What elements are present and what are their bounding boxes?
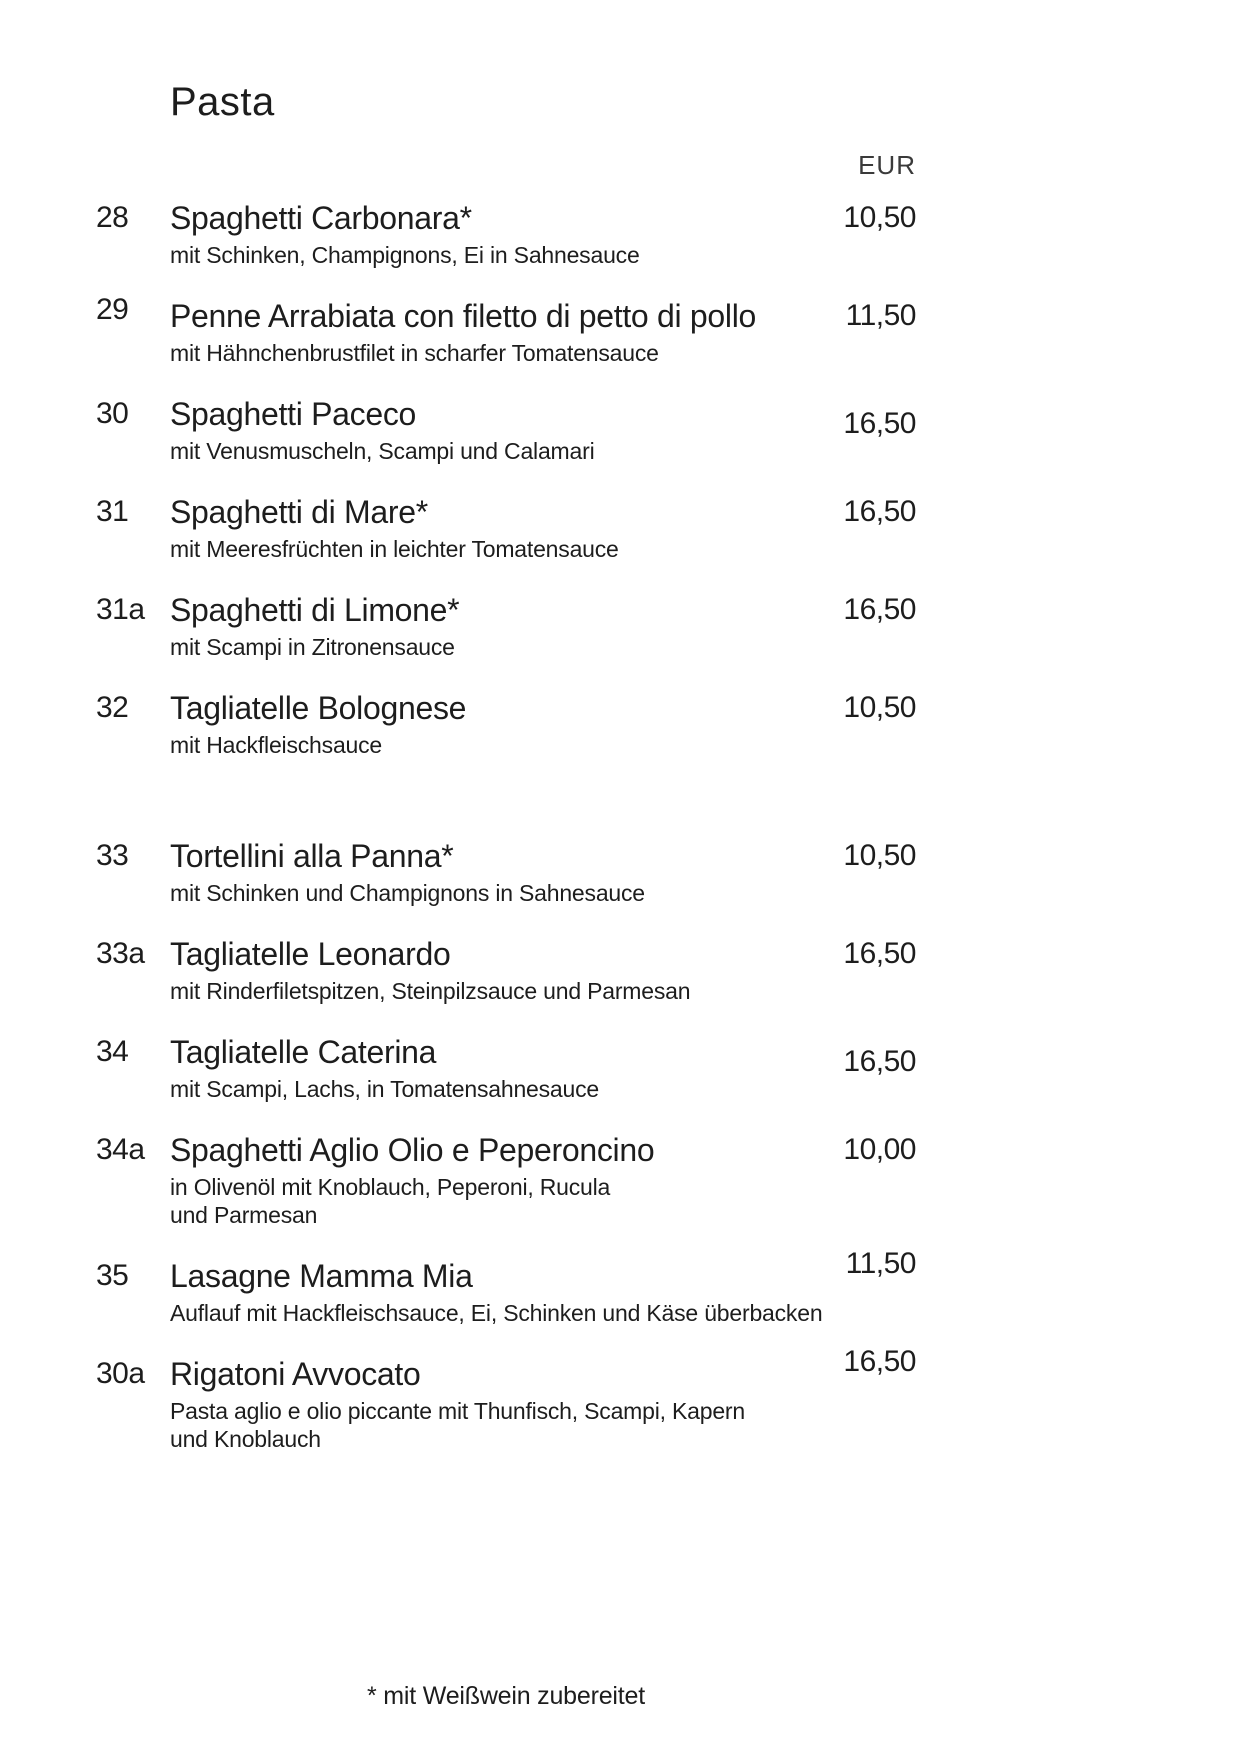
item-main xyxy=(170,394,796,464)
item-number: 32 xyxy=(96,691,129,724)
item-main xyxy=(170,1256,823,1326)
item-description: mit Scampi, Lachs, in Tomatensahnesauce xyxy=(170,1076,600,1102)
item-price: 16,50 xyxy=(843,1345,916,1378)
menu-item-30 xyxy=(96,394,916,464)
item-description: mit Hähnchenbrustfilet in scharfer Tomatensauce xyxy=(170,340,659,366)
menu-item-31 xyxy=(96,492,916,562)
item-price: 16,50 xyxy=(843,1045,916,1078)
page-title: Pasta xyxy=(170,80,275,124)
item-description: mit Schinken und Champignons in Sahnesauce xyxy=(170,880,645,906)
item-name: Spaghetti Aglio Olio e Peperoncino xyxy=(170,1132,655,1168)
item-description: mit Schinken, Champignons, Ei in Sahnesauce xyxy=(170,242,640,268)
item-description: Pasta aglio e olio piccante mit Thunfisch, Scampi, Kapern xyxy=(170,1398,745,1424)
item-name: Penne Arrabiata con filetto di petto di pollo xyxy=(170,298,757,334)
item-number: 34a xyxy=(96,1133,145,1166)
item-name: Rigatoni Avvocato xyxy=(170,1356,421,1392)
item-description: mit Rinderfiletspitzen, Steinpilzsauce und Parmesan xyxy=(170,978,691,1004)
menu-item-32 xyxy=(96,688,916,758)
menu-content xyxy=(96,0,916,1480)
item-name: Tagliatelle Leonardo xyxy=(170,936,451,972)
item-main xyxy=(170,198,796,268)
item-number: 35 xyxy=(96,1259,129,1292)
menu-item-35 xyxy=(96,1247,916,1326)
item-name: Tagliatelle Caterina xyxy=(170,1034,437,1070)
item-main xyxy=(170,934,796,1004)
item-price: 16,50 xyxy=(843,407,916,440)
item-description: Auflauf mit Hackfleischsauce, Ei, Schinken und Käse überbacken xyxy=(170,1300,823,1326)
item-main xyxy=(170,492,796,562)
item-name: Lasagne Mamma Mia xyxy=(170,1258,473,1294)
item-name: Spaghetti Carbonara* xyxy=(170,200,472,236)
menu-item-30a xyxy=(96,1345,916,1452)
item-description: mit Meeresfrüchten in leichter Tomatensauce xyxy=(170,536,619,562)
item-name: Spaghetti Paceco xyxy=(170,396,417,432)
item-description: mit Hackfleischsauce xyxy=(170,732,383,758)
item-main xyxy=(170,688,796,758)
menu-item-34 xyxy=(96,1032,916,1102)
white-wine-footnote: * mit Weißwein zubereitet xyxy=(367,1682,645,1710)
item-price: 10,50 xyxy=(843,201,916,234)
menu-item-29 xyxy=(96,293,916,366)
item-number: 31a xyxy=(96,593,145,626)
menu-item-31a xyxy=(96,590,916,660)
item-main xyxy=(170,1354,796,1452)
item-number: 28 xyxy=(96,201,129,234)
item-main xyxy=(170,296,796,366)
item-main xyxy=(170,590,796,660)
item-main xyxy=(170,1130,796,1228)
menu-item-33a xyxy=(96,934,916,1004)
item-name: Tagliatelle Bolognese xyxy=(170,690,467,726)
item-main xyxy=(170,1032,796,1102)
currency-header: EUR xyxy=(858,150,916,180)
item-price: 16,50 xyxy=(843,937,916,970)
menu-item-33 xyxy=(96,836,916,906)
item-price: 11,50 xyxy=(845,1247,916,1280)
item-description: mit Scampi in Zitronensauce xyxy=(170,634,455,660)
item-number: 33 xyxy=(96,839,129,872)
item-description-line2: und Parmesan xyxy=(170,1202,318,1228)
item-number: 29 xyxy=(96,293,129,326)
item-price: 11,50 xyxy=(845,299,916,332)
item-description: mit Venusmuscheln, Scampi und Calamari xyxy=(170,438,595,464)
menu-item-28 xyxy=(96,198,916,268)
item-number: 31 xyxy=(96,495,129,528)
item-price: 10,50 xyxy=(843,839,916,872)
item-name: Tortellini alla Panna* xyxy=(170,838,454,874)
item-price: 10,00 xyxy=(843,1133,916,1166)
item-price: 10,50 xyxy=(843,691,916,724)
item-number: 30a xyxy=(96,1357,145,1390)
menu-item-34a xyxy=(96,1130,916,1228)
item-number: 30 xyxy=(96,397,129,430)
item-number: 34 xyxy=(96,1035,129,1068)
item-number: 33a xyxy=(96,937,145,970)
item-price: 16,50 xyxy=(843,593,916,626)
item-name: Spaghetti di Limone* xyxy=(170,592,460,628)
item-price: 16,50 xyxy=(843,495,916,528)
item-description-line2: und Knoblauch xyxy=(170,1426,321,1452)
item-main xyxy=(170,836,796,906)
item-description: in Olivenöl mit Knoblauch, Peperoni, Rucula xyxy=(170,1174,611,1200)
item-name: Spaghetti di Mare* xyxy=(170,494,428,530)
